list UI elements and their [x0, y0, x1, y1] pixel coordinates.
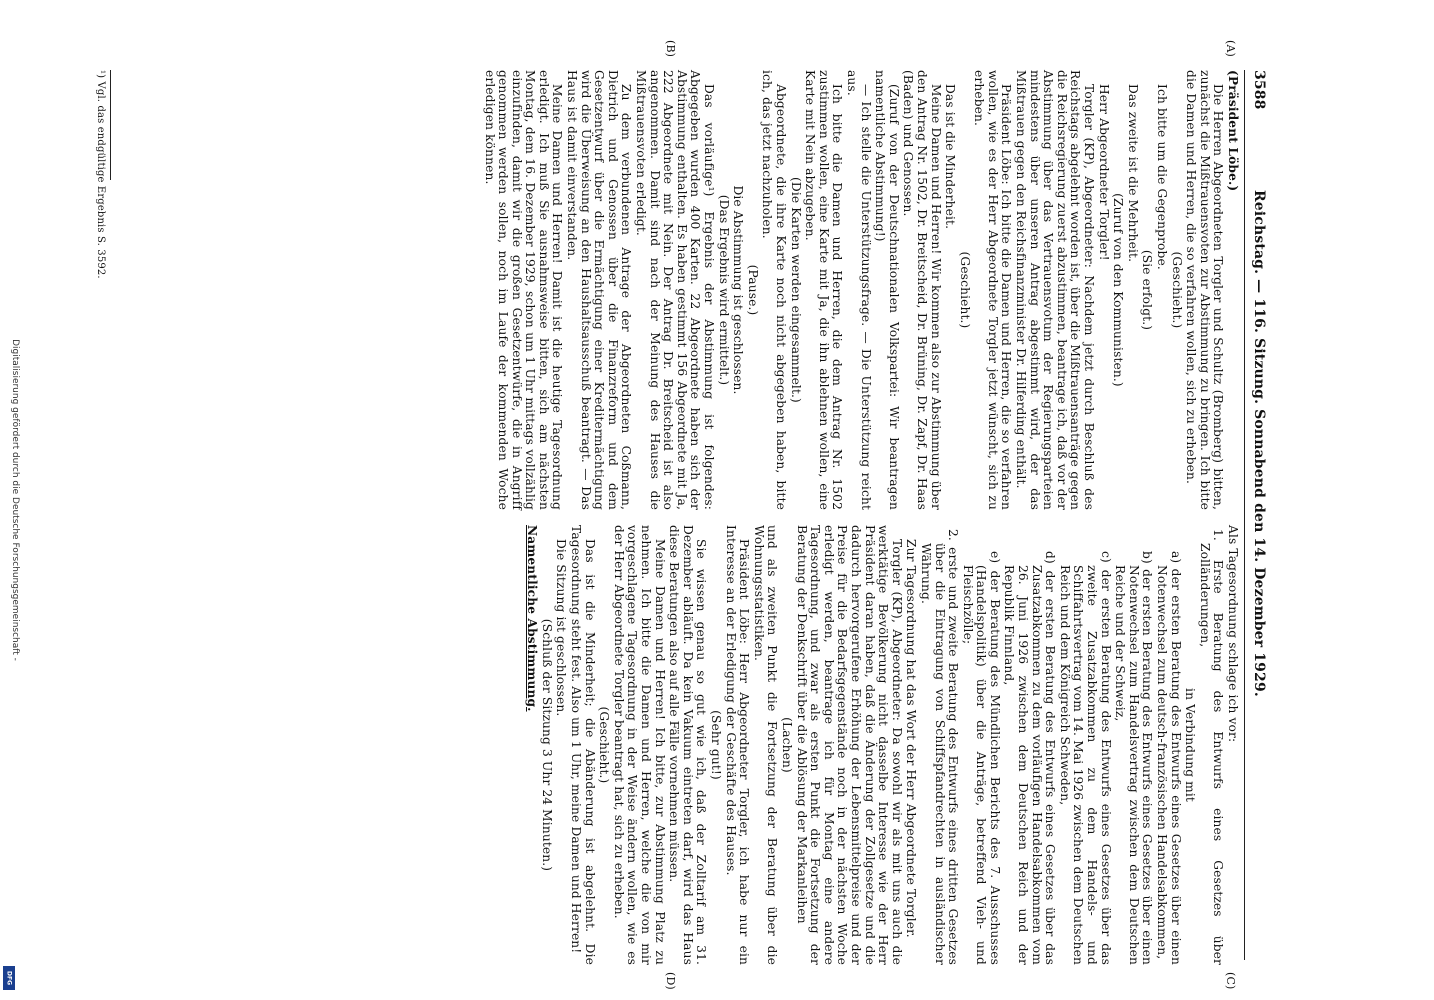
section-heading: Namentliche Abstimmung.	[525, 525, 540, 712]
paragraph: Die Abstimmung ist geschlossen.	[731, 185, 746, 395]
paragraph: (Präsident Löbe.)	[1226, 70, 1240, 192]
stage-direction: (Die Karten werden eingesammelt.)	[788, 177, 803, 403]
paragraph: Meine Damen und Herren! Wir kommen also zur Abstimmung über den Antrag Nr. 1502, Dr. Breitscheid, Dr. Brüning, Dr. Zapf, Dr. Haas (Baden) und Genossen.	[901, 70, 943, 510]
speech-paragraph: Präsident Löbe: Ich bitte die Damen und Herren, die so verfahren wollen, wie es der Herr Abgeordnete Torgler jetzt wünscht, sich zu erheben.	[972, 70, 1014, 510]
speech-paragraph: Präsident Löbe: Herr Abgeordneter Torgler, ich habe nur ein Interesse an der Erledigung der Geschäfte des Hauses.	[723, 525, 752, 965]
page-header	[1247, 70, 1265, 960]
paragraph: und als zweiten Punkt die Fortsetzung der Beratung über die Wohnungsstatistiken.	[751, 525, 780, 965]
stage-direction: (Pause.)	[745, 264, 760, 316]
margin-mark-c: (C)	[1224, 972, 1237, 990]
agenda-subitem: a) der ersten Beratung des Entwurfs eines Gesetzes über einen Notenwechsel zum deutsch-französischen Handelsabkommen,	[1155, 551, 1183, 965]
paragraph: Das ist die Minderheit; die Abänderung ist abgelehnt. Die Tagesordnung steht fest. Also um 1 Uhr, meine Damen und Herren!	[569, 525, 597, 965]
agenda-subitem: d) der ersten Beratung des Entwurfs eines Gesetzes über das Zusatzabkommen zu dem vorläufigen Handelsabkommen vom 26. Juni 1926 zwischen dem Deutschen Reich und der Republik Finnland,	[1002, 551, 1058, 965]
stage-direction: (Sehr gut!)	[709, 710, 724, 780]
agenda-subitem: b) der ersten Beratung des Entwurfs eines Gesetzes über einen Notenwechsel zum Handelsvertrag zwischen dem Deutschen Reiche und der Schweiz,	[1113, 551, 1155, 965]
paragraph: Meine Damen und Herren! Ich bitte, zur Abstimmung Platz zu nehmen. Ich bitte die Damen und Herren, welche die von mir vorgeschlagene Tagesordnung in der Weise ändern wollen, wie es der Herr Abgeordnete Torgler beantragt hat, sich zu erheben.	[611, 525, 667, 965]
margin-mark-d: (D)	[664, 972, 677, 990]
paragraph: Als Tagesordnung schlage ich vor:	[1226, 525, 1240, 743]
right-column	[524, 525, 1239, 965]
paragraph: Das ist die Minderheit.	[943, 84, 958, 230]
paragraph: Das vorläufige¹) Ergebnis der Abstimmung ist folgendes: Abgegeben wurden 400 Karten. 22 Abgeordnete haben sich der Abstimmung enthalten. Es haben gestimmt 156 Abgeordnete mit Ja, 222 Abgeordnete mit Nein. Der Antrag Dr. Breitscheid ist also angenommen. Damit sind nach der Meinung des Hauses die Mißtrauensvoten erledigt.	[634, 70, 717, 510]
agenda-subitem: c) der ersten Beratung des Entwurfs eines Gesetzes über das zweite Zusatzabkommen zu dem Handels- und Schiffahrtsvertrag vom 14. Mai 1926 zwischen dem Deutschen Reich und dem Königreich Schweden,	[1057, 551, 1113, 965]
paragraph: Zu dem verbundenen Antrage der Abgeordneten Coßmann, Dietrich und Genossen über die Finanzreform und dem Gesetzentwurf über die Ermächtigung einer Kreditermächtigung wird die Überweisung an den Haushaltsausschuß beantragt. — Das Haus ist damit einverstanden.	[565, 70, 634, 510]
agenda-item: 2. erste und zweite Beratung des Entwurfs eines dritten Gesetzes über die Eintragung von Schiffspfandrechten in ausländischer Währung.	[918, 529, 961, 965]
paragraph: Ich bitte um die Gegenprobe.	[1155, 84, 1170, 270]
paragraph: Meine Damen und Herren! Damit ist die heutige Tagesordnung erledigt. Ich muß Sie ausnahmsweise bitten, sich am nächsten Montag, dem 16. Dezember 1929, schon um 1 Uhr mittags vollzählig einzufinden, damit wir die großen Gesetzentwürfe, die in Angriff genommen werden sollen, noch im Laufe der kommenden Woche erledigen können.	[482, 70, 565, 510]
paragraph: in Verbindung mit	[1183, 688, 1198, 802]
digitization-credit	[0, 0, 30, 1000]
footnote: ¹) Vgl. das endgültige Ergebnis S. 3592.	[95, 70, 106, 279]
rotated-page	[37, 0, 1297, 1000]
paragraph: Das zweite ist die Mehrheit.	[1125, 84, 1140, 263]
agenda-subitem: e) der Beratung des Mündlichen Berichts des 7. Ausschusses (Handelspolitik) über die Anträge, betreffend Vieh- und Fleischzölle;	[960, 551, 1002, 965]
paragraph: — Ich stelle die Unterstützungsfrage. — Die Unterstützung reicht aus.	[844, 70, 873, 510]
stage-direction: (Geschieht.)	[957, 251, 972, 329]
paragraph: Sie wissen genau so gut wie ich, daß der Zolltarif am 31. Dezember abläuft. Da kein Vakuum eintreten darf, wird das Haus diese Beratungen also auf alle Fälle vornehmen müssen.	[667, 525, 709, 965]
page-number: 3588	[1251, 70, 1267, 110]
logo-label: DFG	[5, 970, 13, 986]
margin-mark-b: (B)	[664, 40, 677, 58]
stage-direction: (Geschieht.)	[597, 706, 612, 784]
speech-paragraph: Torgler (KP), Abgeordneter: Nachdem jetzt durch Beschluß des Reichstags abgelehnt worden ist, über die Mißtrauensanträge gegen die Reichsregierung zuerst abzustimmen, beantrage ich, daß vor der Abstimmung über das Vertrauensvotum der Regierungsparteien mindestens über unseren Antrag abgestimmt wird, der das Mißtrauen gegen den Reichsfinanzminister Dr. Hilferding enthält.	[1014, 70, 1097, 510]
stage-direction: (Schluß der Sitzung 3 Uhr 24 Minuten.)	[539, 618, 554, 872]
speech-paragraph: Torgler (KP), Abgeordneter: Da sowohl wir als mit uns auch die werktätige Bevölkerung nicht dasselbe Interesse wie der Herr Präsident daran haben, daß die Änderung der Zollgesetze und die dadurch hervorgerufene Erhöhung der Lebensmittelpreise und der Preise für die Bedarfsgegenstände noch in der nächsten Woche erledigt werden, beantrage ich für Montag eine andere Tagesordnung, und zwar als ersten Punkt die Fortsetzung der Beratung der Denkschrift über die Ablösung der Markanleihen	[794, 525, 904, 965]
header-rule	[1244, 70, 1245, 960]
paragraph: Herr Abgeordneter Torgler!	[1096, 84, 1111, 261]
page-title: Reichstag. — 116. Sitzung. Sonnabend den 14. Dezember 1929.	[1251, 190, 1267, 697]
stage-direction: (Sie erfolgt.)	[1140, 249, 1155, 331]
stage-direction: (Lachen)	[780, 717, 794, 773]
stage-direction: (Zuruf von der Deutschnationalen Volkspartei: Wir beantragen namentliche Abstimmung!)	[873, 70, 901, 510]
stage-direction: (Das Ergebnis wird ermittelt.)	[716, 194, 731, 386]
margin-mark-a: (A)	[1224, 40, 1237, 57]
footnote-rule	[110, 70, 111, 180]
paragraph: Die Sitzung ist geschlossen.	[554, 539, 569, 717]
stage-direction: (Zuruf von den Kommunisten.)	[1111, 193, 1126, 387]
paragraph: Zur Tagesordnung hat das Wort der Herr Abgeordnete Torgler.	[904, 539, 919, 938]
paragraph: Ich bitte die Damen und Herren, die dem Antrag Nr. 1502 zustimmen wollen, eine Karte mit Ja, die ihn ablehnen wollen, eine Karte mit Nein abzugeben.	[803, 70, 845, 510]
stage-direction: (Geschieht.)	[1169, 251, 1184, 329]
paragraph: Abgeordnete, die ihre Karte noch nicht abgegeben haben, bitte ich, das jetzt nachzuholen.	[760, 70, 788, 510]
credit-text: Digitalisierung gefördert durch die Deutsche Forschungsgemeinschaft -	[10, 339, 20, 661]
dfg-logo-icon	[3, 966, 15, 990]
paragraph: Die Herren Abgeordneten Torgler und Schultz (Bromberg) bitten, zunächst die Mißtrauensvoten zur Abstimmung zu bringen. Ich bitte die Damen und Herren, die so verfahren wollen, sich zu erheben.	[1184, 70, 1226, 510]
left-column	[481, 70, 1239, 510]
agenda-item: 1. Erste Beratung des Entwurfs eines Gesetzes über Zolländerungen,	[1197, 529, 1226, 965]
